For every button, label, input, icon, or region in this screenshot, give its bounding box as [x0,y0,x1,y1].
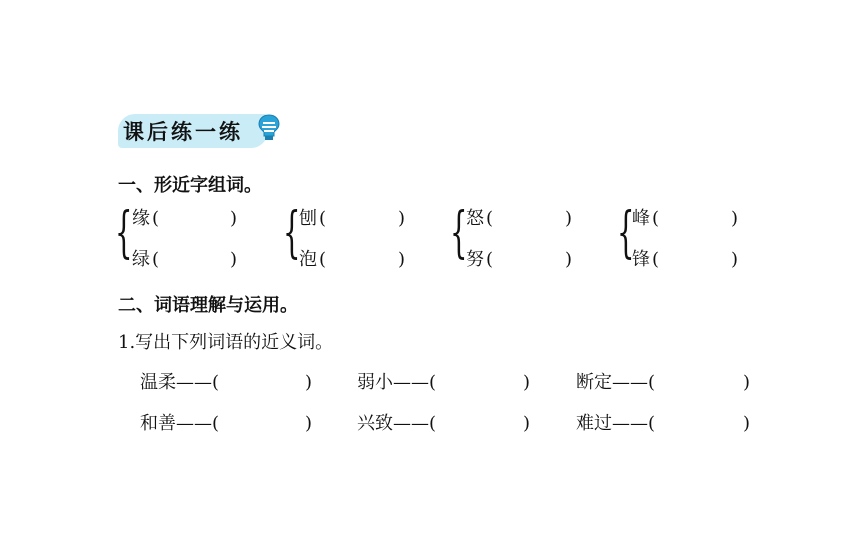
word: 兴致 [357,413,393,434]
paren-close: ) [398,208,406,229]
section1-heading: 一、形近字组词。 [118,175,262,196]
paren-close: ) [523,413,531,434]
brace: { [115,200,133,264]
word: 和善 [140,413,176,434]
paren-close: ) [565,208,573,229]
lightbulb-icon [257,113,281,143]
word: 弱小 [357,372,393,393]
paren-open: ( [152,208,160,229]
paren-open: ( [319,249,327,270]
brace: { [450,200,468,264]
word: 温柔 [140,372,176,393]
char-bottom: 努 [466,249,484,270]
paren-close: ) [523,372,531,393]
char-top: 峰 [632,208,650,229]
char-top: 刨 [299,208,317,229]
brace: { [283,200,301,264]
paren-close: ) [743,413,751,434]
word: 断定 [576,372,612,393]
char-bottom: 锋 [632,249,650,270]
paren-close: ) [731,208,739,229]
question-1: 1.写出下列词语的近义词。 [118,332,334,353]
dash-paren: ——( [612,372,656,393]
dash-paren: ——( [176,372,220,393]
paren-close: ) [305,372,313,393]
paren-close: ) [565,249,573,270]
paren-open: ( [652,249,660,270]
paren-close: ) [230,208,238,229]
dash-paren: ——( [612,413,656,434]
brace: { [617,200,635,264]
char-bottom: 泡 [299,249,317,270]
word: 难过 [576,413,612,434]
paren-close: ) [230,249,238,270]
section2-heading: 二、词语理解与运用。 [118,295,298,316]
char-bottom: 绿 [132,249,150,270]
paren-open: ( [319,208,327,229]
paren-close: ) [731,249,739,270]
paren-open: ( [486,208,494,229]
dash-paren: ——( [393,372,437,393]
paren-open: ( [486,249,494,270]
banner-title: 课后练一练 [123,120,243,144]
char-top: 缘 [132,208,150,229]
paren-open: ( [152,249,160,270]
char-top: 怒 [466,208,484,229]
paren-close: ) [305,413,313,434]
dash-paren: ——( [176,413,220,434]
paren-close: ) [743,372,751,393]
paren-open: ( [652,208,660,229]
dash-paren: ——( [393,413,437,434]
paren-close: ) [398,249,406,270]
